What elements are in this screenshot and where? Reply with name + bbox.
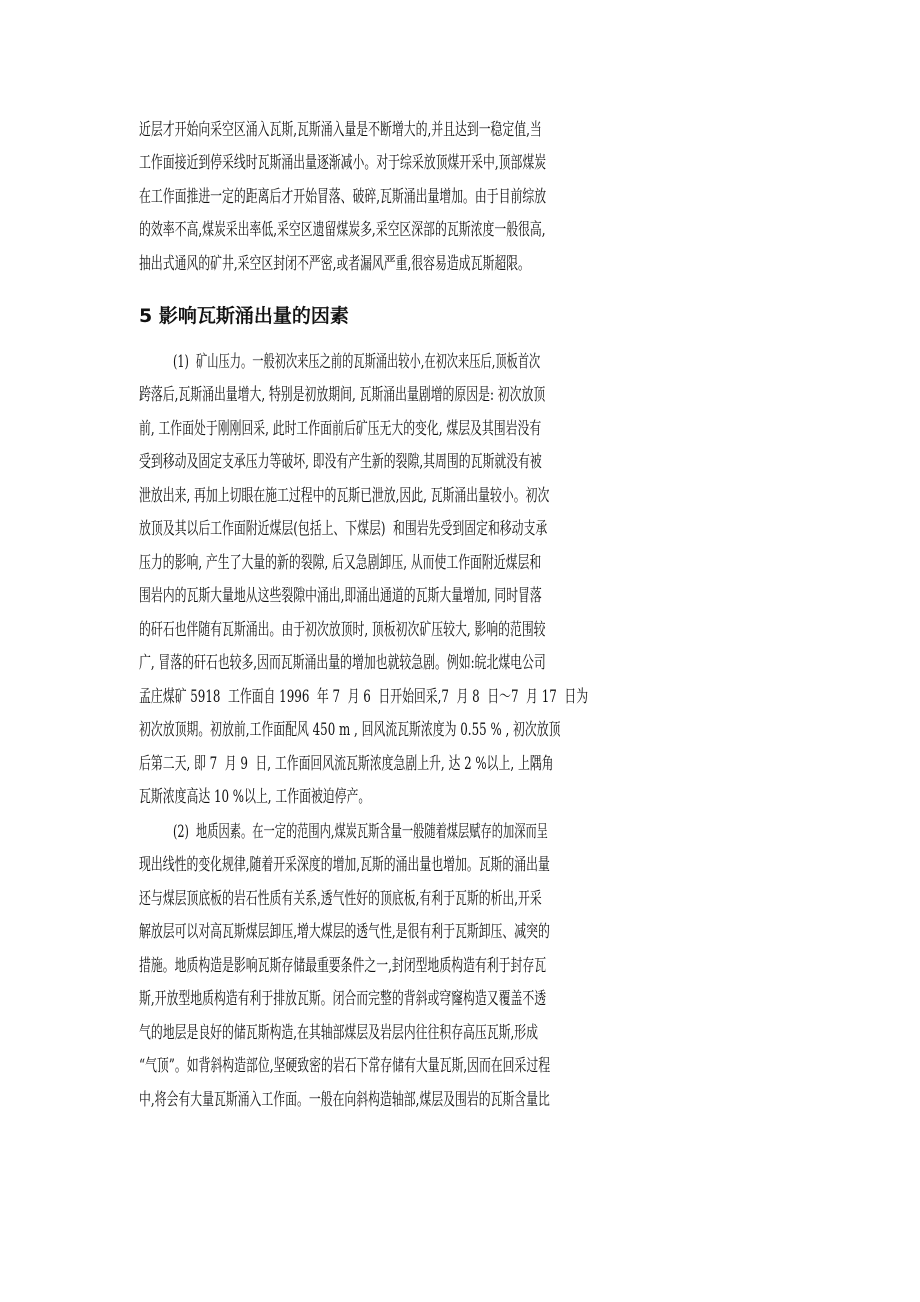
text-line: 措施。地质构造是影响瓦斯存储最重要条件之一,封闭型地质构造有利于封存瓦 (139, 956, 547, 976)
text-line: “气顶”。如背斜构造部位,坚硬致密的岩石下常存储有大量瓦斯,因而在回采过程 (139, 1056, 551, 1076)
text-line: 后第二天, 即 7 月 9 日, 工作面回风流瓦斯浓度急剧上升, 达 2 %以上, 上隅角 (139, 754, 554, 774)
text-line: 现出线性的变化规律,随着开采深度的增加,瓦斯的涌出量也增加。瓦斯的涌出量 (139, 855, 550, 875)
text-line: 前, 工作面处于刚刚回采, 此时工作面前后矿压无大的变化, 煤层及其围岩没有 (139, 419, 542, 439)
text-line: 抽出式通风的矿井,采空区封闭不严密,或者漏风严重,很容易造成瓦斯超限。 (139, 254, 530, 274)
text-line: 压力的影响, 产生了大量的新的裂隙, 后又急剧卸压, 从而使工作面附近煤层和 (139, 553, 542, 573)
text-line: 广, 冒落的矸石也较多,因而瓦斯涌出量的增加也就较急剧。例如:皖北煤电公司 (139, 653, 546, 673)
text-line: 放顶及其以后工作面附近煤层(包括上、下煤层) 和围岩先受到固定和移动支承 (139, 519, 548, 539)
text-line: 斯,开放型地质构造有利于排放瓦斯。闭合而完整的背斜或穹窿构造又覆盖不透 (139, 989, 547, 1009)
text-line: 的效率不高,煤炭采出率低,采空区遗留煤炭多,采空区深部的瓦斯浓度一般很高, (139, 220, 546, 240)
text-line: 还与煤层顶底板的岩石性质有关系,透气性好的顶底板,有利于瓦斯的析出,开采 (139, 889, 542, 909)
text-line: 受到移动及固定支承压力等破坏, 即没有产生新的裂隙,其周围的瓦斯就没有被 (139, 452, 542, 472)
text-line: 瓦斯浓度高达 10 %以上, 工作面被迫停产。 (139, 787, 371, 807)
text-line: 的矸石也伴随有瓦斯涌出。由于初次放顶时, 顶板初次矿压较大, 影响的范围较 (139, 620, 546, 640)
text-line: 泄放出来, 再加上切眼在施工过程中的瓦斯已泄放,因此, 瓦斯涌出量较小。初次 (139, 486, 550, 506)
text-line: 孟庄煤矿 5918 工作面自 1996 年 7 月 6 日开始回采,7 月 8 日～7 月 17 日为 (139, 687, 589, 707)
text-line: 在工作面推进一定的距离后才开始冒落、破碎,瓦斯涌出量增加。由于目前综放 (139, 187, 547, 207)
text-line: 中,将会有大量瓦斯涌入工作面。一般在向斜构造轴部,煤层及围岩的瓦斯含量比 (139, 1090, 550, 1110)
text-line: 跨落后,瓦斯涌出量增大, 特别是初放期间, 瓦斯涌出量剧增的原因是: 初次放顶 (139, 385, 546, 405)
text-line: 近层才开始向采空区涌入瓦斯,瓦斯涌入量是不断增大的,并且达到一稳定值,当 (139, 120, 542, 140)
text-line: 解放层可以对高瓦斯煤层卸压,增大煤层的透气性,是很有利于瓦斯卸压、减突的 (139, 922, 550, 942)
text-line: 初次放顶期。初放前,工作面配风 450 m , 回风流瓦斯浓度为 0.55 % , 初次放顶 (139, 720, 561, 740)
text-line: 工作面接近到停采线时瓦斯涌出量逐渐减小。对于综采放顶煤开采中,顶部煤炭 (139, 153, 547, 173)
text-line: (1) 矿山压力。一般初次来压之前的瓦斯涌出较小,在初次来压后,顶板首次 (173, 352, 541, 372)
section-heading: 5 影响瓦斯涌出量的因素 (139, 305, 349, 327)
text-line: 围岩内的瓦斯大量地从这些裂隙中涌出,即涌出通道的瓦斯大量增加, 同时冒落 (139, 586, 542, 606)
text-line: 气的地层是良好的储瓦斯构造,在其轴部煤层及岩层内往往积存高压瓦斯,形成 (139, 1023, 539, 1043)
text-line: (2) 地质因素。在一定的范围内,煤炭瓦斯含量一般随着煤层赋存的加深而呈 (173, 822, 548, 842)
